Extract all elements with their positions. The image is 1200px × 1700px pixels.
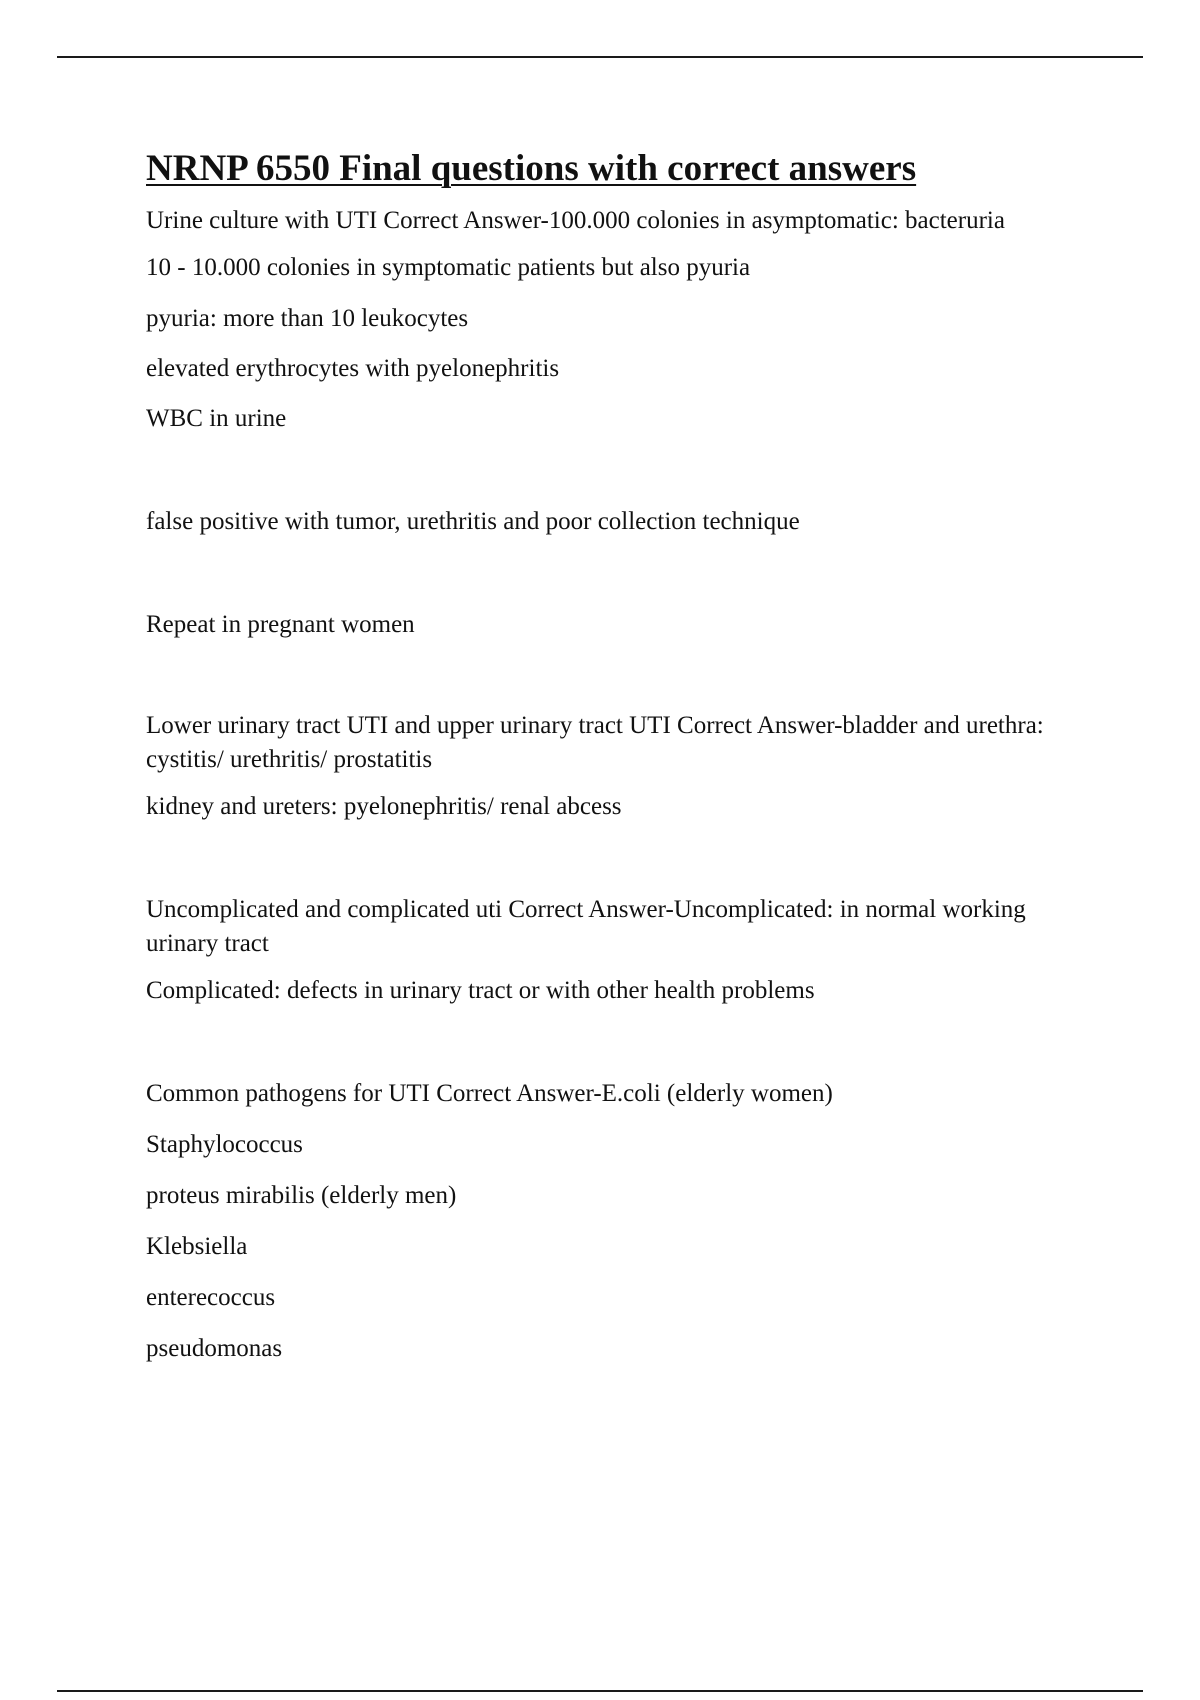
- text-line: Repeat in pregnant women: [146, 611, 415, 638]
- text-line: Lower urinary tract UTI and upper urinary tract UTI Correct Answer-bladder and urethra: cystitis/ urethritis/ prostatitis: [146, 712, 1044, 773]
- text-line: kidney and ureters: pyelonephritis/ renal abcess: [146, 793, 622, 820]
- text-line: Complicated: defects in urinary tract or with other health problems: [146, 977, 815, 1004]
- text-line: Klebsiella: [146, 1233, 248, 1260]
- text-line: enterecoccus: [146, 1284, 276, 1311]
- text-line: pyuria: more than 10 leukocytes: [146, 305, 469, 332]
- bottom-rule: [57, 1690, 1143, 1692]
- text-line: false positive with tumor, urethritis and poor collection technique: [146, 508, 800, 535]
- text-line: pseudomonas: [146, 1335, 283, 1362]
- text-line: proteus mirabilis (elderly men): [146, 1182, 457, 1209]
- text-line: 10 - 10.000 colonies in symptomatic patients but also pyuria: [146, 254, 751, 281]
- top-rule: [57, 56, 1143, 58]
- text-line: Staphylococcus: [146, 1131, 303, 1158]
- text-line: Uncomplicated and complicated uti Correct Answer-Uncomplicated: in normal working urinary tract: [146, 896, 1026, 957]
- text-line: Common pathogens for UTI Correct Answer-E.coli (elderly women): [146, 1080, 833, 1107]
- text-line: elevated erythrocytes with pyelonephritis: [146, 355, 560, 382]
- text-line: Urine culture with UTI Correct Answer-100.000 colonies in asymptomatic: bacteruria: [146, 207, 1005, 234]
- document-title: NRNP 6550 Final questions with correct answers: [146, 148, 917, 189]
- document-body: [146, 146, 1096, 1366]
- text-line: WBC in urine: [146, 405, 287, 432]
